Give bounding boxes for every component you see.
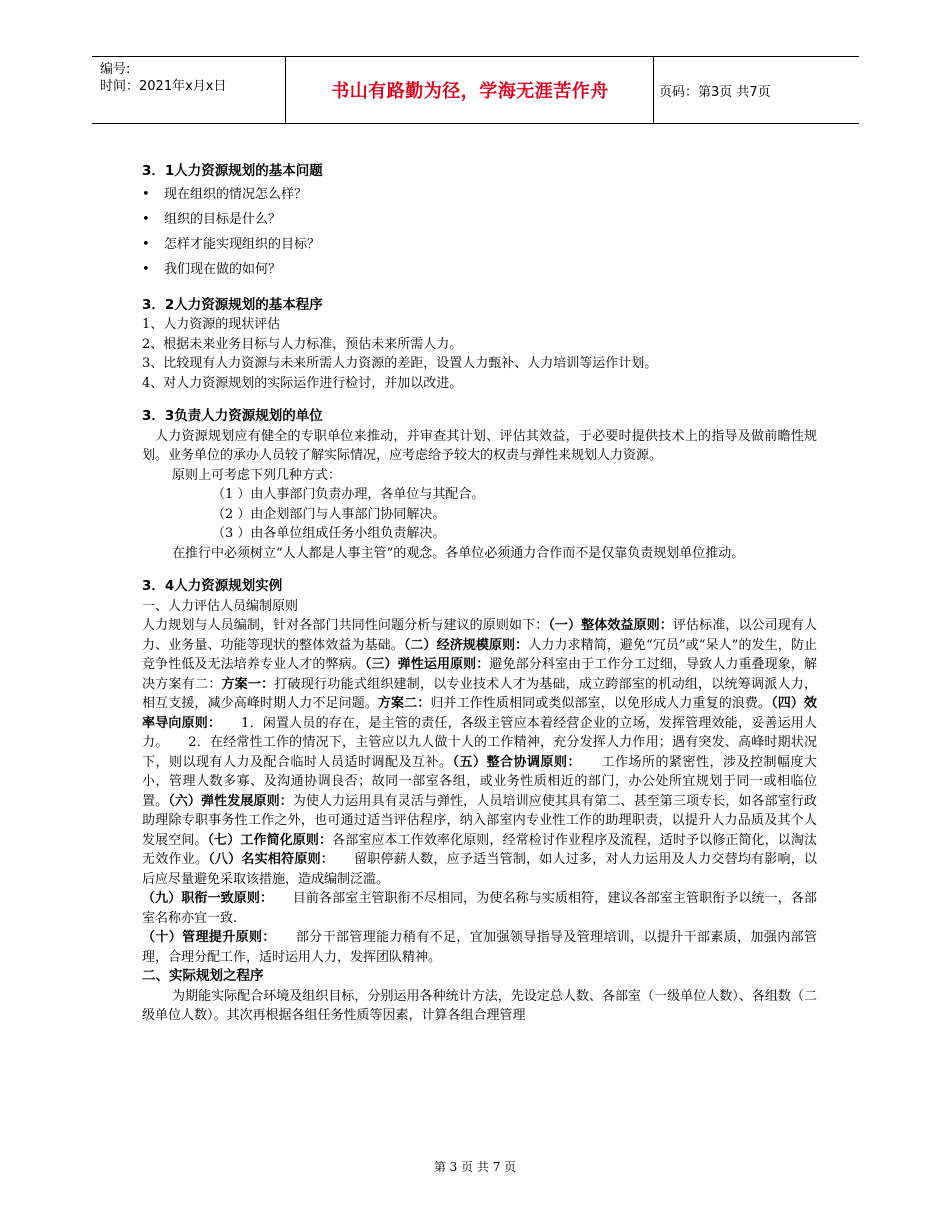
principle-text: 部分干部管理能力稍有不足，宜加强领导指导及管理培训，以提升干部素质，加强内部管理，合理分配工作，适时运用人力，发挥团队精神。 xyxy=(142,930,817,965)
principle-text: 为使人力运用具有灵活与弹性，人员培训应使其具有第二、甚至第三项专长，如各部室行政助理除专职事务性工作之外，也可通过适当评估程序，纳入部室内专业性工作的助理职责，以提升人力品质及其个人发展空间。 xyxy=(142,793,817,848)
principle-10 xyxy=(142,928,817,967)
subsection-1-title: 一、人力评估人员编制原则 xyxy=(142,598,299,614)
document-body xyxy=(142,162,817,1026)
section-3-3-title: 3．3负责人力资源规划的单位 xyxy=(142,408,323,424)
section-3-3-paragraph: 人力资源规划应有健全的专职单位来推动，并审查其计划、评估其效益，于必要时提供技术上的指导及做前瞻性规划。业务单位的承办人员较了解实际情况，应考虑给予较大的权责与弹性来规划人力资源。 xyxy=(142,428,817,463)
method-option: （2 ）由企划部门与人事部门协同解决。 xyxy=(212,506,446,522)
principle-title: （九）职衔一致原则： xyxy=(142,891,267,906)
planning-procedure-paragraph: 为期能实际配合环境及组织目标，分别运用各种统计方法，先设定总人数、各部室（一级单位人数）、各组数（二级单位人数）。其次再根据各组任务性质等因素，计算各组合理管理 xyxy=(142,988,817,1023)
principle-title: （一）整体效益原则： xyxy=(548,618,673,633)
page-header xyxy=(92,56,859,124)
plan-title: 方案一： xyxy=(221,676,275,692)
plan-text: 归并工作性质相同或类似部室，以免形成人力重复的浪费。 xyxy=(430,696,772,711)
method-option: （1 ）由人事部门负责办理，各单位与其配合。 xyxy=(212,487,485,502)
principle-title: （六）弹性发展原则： xyxy=(168,793,293,809)
principle-title: （十）管理提升原则： xyxy=(142,930,270,945)
principle-title: （五）整合协调原则： xyxy=(452,754,575,770)
principle-title: （八）名实相符原则： xyxy=(208,852,328,867)
principle-9 xyxy=(142,889,817,928)
principle-title: （二）经济规模原则： xyxy=(403,637,529,653)
section-3-3-closing: 在推行中必须树立“人人都是人事主管”的观念。各单位必须通力合作而不是仅靠负责规划单位推动。 xyxy=(172,545,745,561)
bullet-item: • 现在组织的情况怎么样？ xyxy=(142,182,817,207)
principle-title: （三）弹性运用原则： xyxy=(364,657,490,672)
section-3-4-title: 3．4人力资源规划实例 xyxy=(142,578,283,594)
principle-text: 人力力求精简，避免“冗员”或“呆人”的发生，防止竞争性低及无法培养专业人才的弊病。 xyxy=(142,637,817,672)
section-3-1-title: 3．1人力资源规划的基本问题 xyxy=(142,163,323,179)
procedure-step: 4、对人力资源规划的实际运作进行检讨，并加以改进。 xyxy=(142,375,463,391)
header-motto: 书山有路勤为径，学海无涯苦作舟 xyxy=(331,81,609,102)
plan-text: 打破现行功能式组织建制，以专业技术人才为基础，成立跨部室的机动组，以统筹调派人力，相互支援，减少高峰时期人力不足问题。 xyxy=(142,676,817,711)
methods-intro: 原则上可考虑下列几种方式： xyxy=(172,467,342,483)
principle-text: 各部室应本工作效率化原则，经常检讨作业程序及流程，适时予以修正简化，以淘汰无效作业。 xyxy=(142,832,817,867)
bullet-item: • 组织的目标是什么？ xyxy=(142,207,817,232)
principles-intro: 人力规划与人员编制，针对各部门共同性问题分析与建议的原则如下： xyxy=(142,618,549,633)
principle-text: 评估标准，以公司现有人力、业务量、功能等现状的整体效益为基础。 xyxy=(142,618,817,653)
bullet-item: • 我们现在做的如何？ xyxy=(142,257,817,282)
principle-text: 1．闲置人员的存在，是主管的责任，各级主管应本着经营企业的立场，发挥管理效能，妥善运用人力。 2．在经常性工作的情况下，主管应以九人做十人的工作精神，充分发挥人力作用；遇有突发、高峰时期状况下，则以现有人力及配合临时人员适时调配及互补。 xyxy=(142,715,817,770)
document-id-label: 编号: xyxy=(100,62,131,77)
principle-text: 留职停薪人数，应予适当管制，如人过多，对人力运用及人力交替均有影响，以后应尽量避免采取该措施，造成编制泛滥。 xyxy=(142,852,817,887)
header-page-number: 页码：第3页 共7页 xyxy=(659,85,771,100)
principles-paragraph xyxy=(142,616,817,889)
document-time-label: 时间：2021年x月x日 xyxy=(100,79,227,94)
section-3-2-title: 3．2人力资源规划的基本程序 xyxy=(142,296,323,313)
procedure-step: 1、人力资源的现状评估 xyxy=(142,317,281,332)
bullet-item: • 怎样才能实现组织的目标？ xyxy=(142,232,817,257)
subsection-2-title: 二、实际规划之程序 xyxy=(142,968,264,984)
principle-text: 避免部分科室由于工作分工过细，导致人力重叠现象，解决方案有二： xyxy=(142,657,817,692)
principle-text: 工作场所的紧密性，涉及控制幅度大小，管理人数多寡、及沟通协调良否；故同一部室各组，或业务性质相近的部门，办公处所宜规划于同一或相临位置。 xyxy=(142,754,817,809)
principle-title: （七）工作简化原则： xyxy=(207,832,333,848)
principle-text: 目前各部室主管职衔不尽相同，为使名称与实质相符，建议各部室主管职衔予以统一，各部室名称亦宜一致. xyxy=(142,891,817,926)
method-option: （3 ）由各单位组成任务小组负责解决。 xyxy=(212,526,446,541)
header-meta xyxy=(100,61,226,95)
procedure-step: 2、根据未来业务目标与人力标准，预估未来所需人力。 xyxy=(142,336,463,352)
header-divider-left xyxy=(285,57,286,123)
header-divider-right xyxy=(653,57,654,123)
principle-title: （四）效率导向原则： xyxy=(142,696,817,731)
procedure-step: 3、比较现有人力资源与未来所需人力资源的差距，设置人力甄补、人力培训等运作计划。 xyxy=(142,356,658,371)
page-footer: 第 3 页 共 7 页 xyxy=(433,1160,517,1174)
plan-title: 方案二： xyxy=(377,696,431,711)
